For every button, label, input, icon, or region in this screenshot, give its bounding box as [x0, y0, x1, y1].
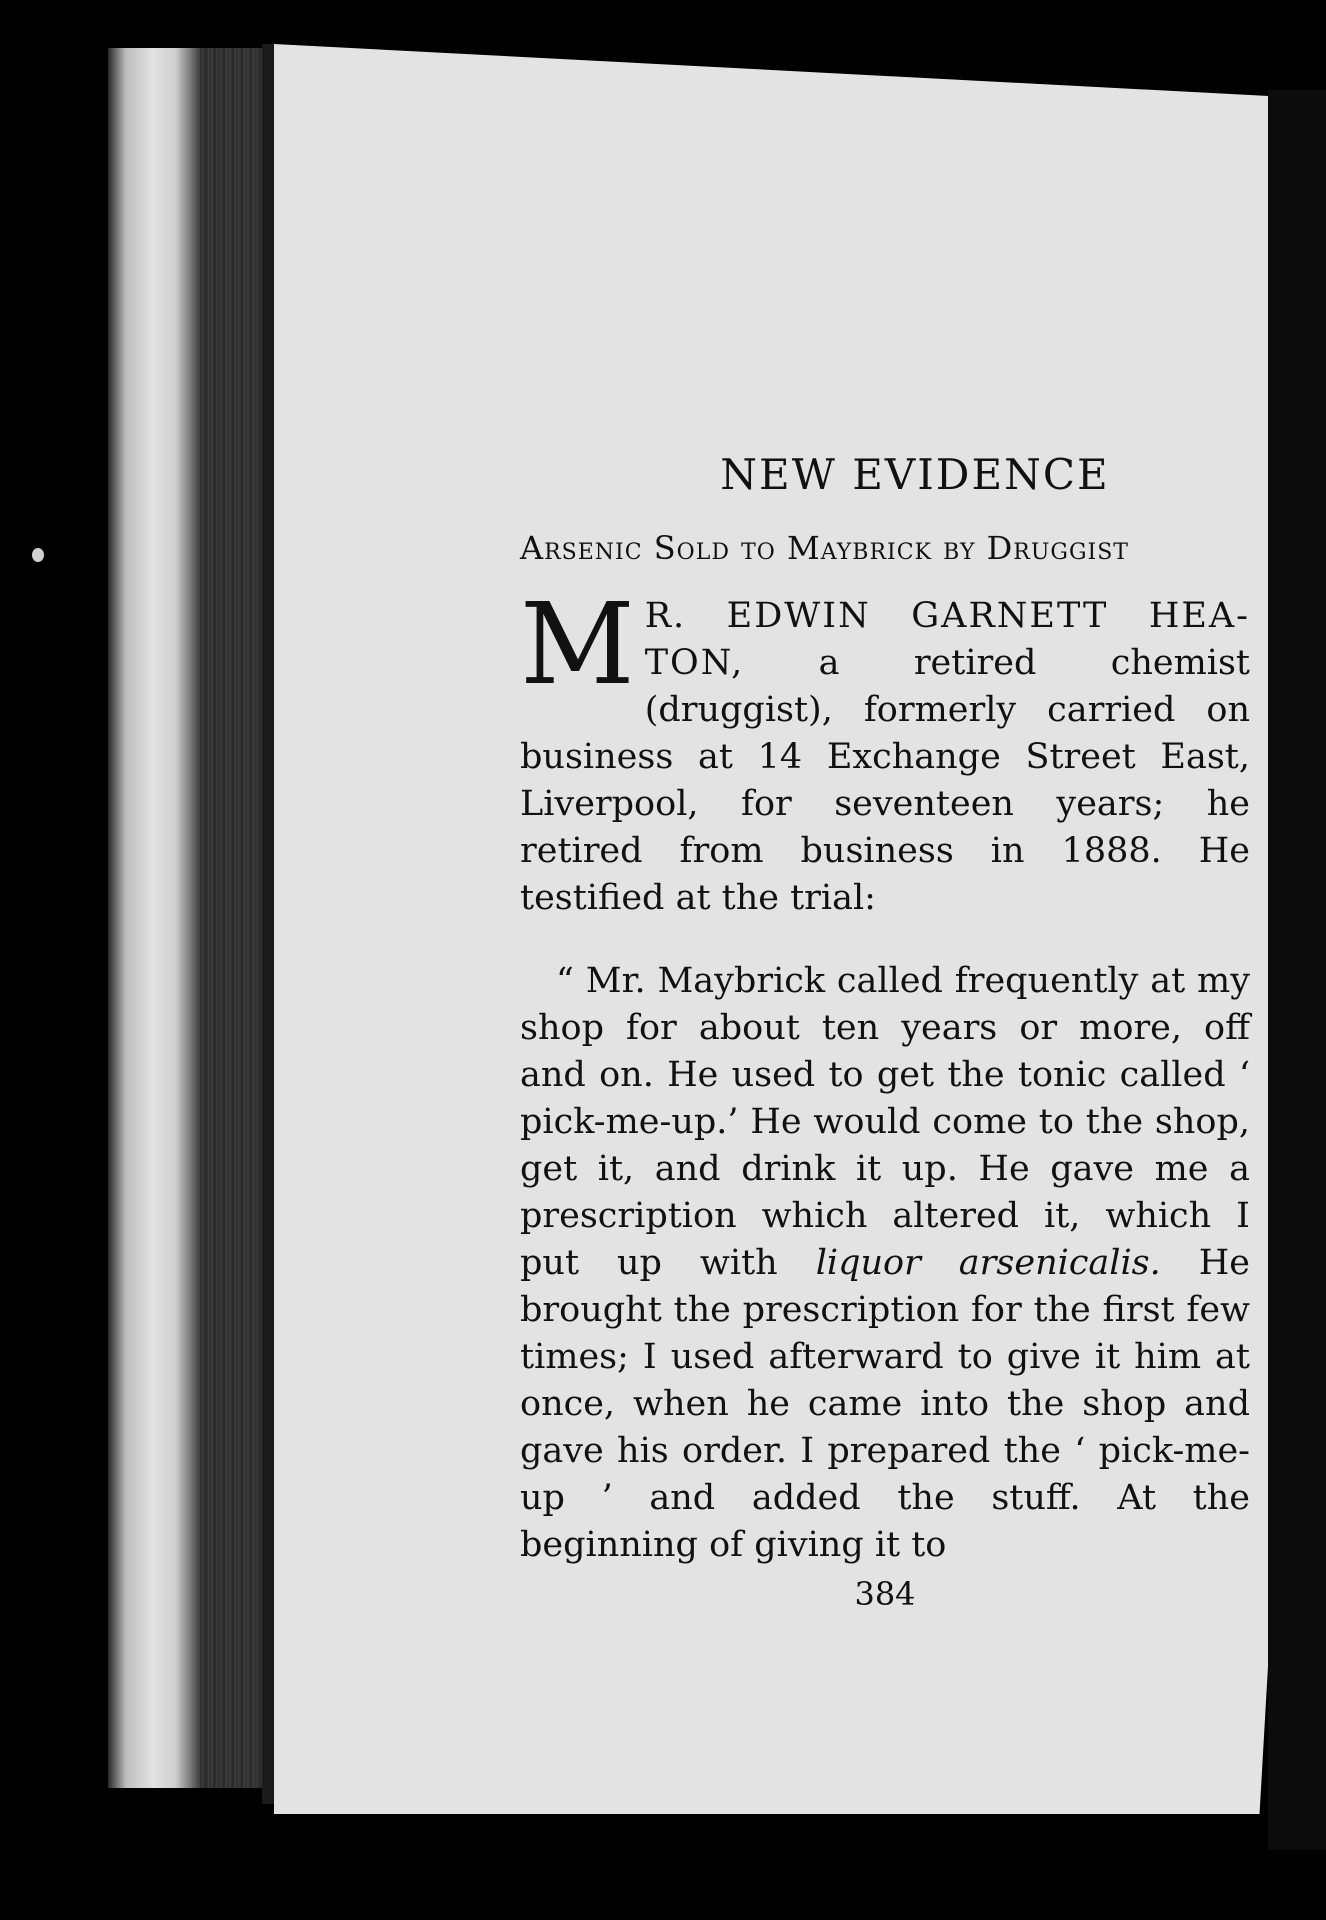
- page-number: 384: [854, 1575, 916, 1613]
- page-gutter-shadow: [262, 44, 274, 1804]
- page-right-shadow: [1268, 90, 1326, 1850]
- testimony-italic: liquor arsenicalis.: [815, 1243, 1161, 1283]
- section-subheading: Arsenic Sold to Maybrick by Druggist: [520, 529, 1129, 567]
- drop-cap: M: [520, 580, 635, 710]
- scan-speck: [32, 548, 44, 562]
- intro-lead: R. EDWIN GARNETT HEA-TON,: [644, 596, 1250, 683]
- chapter-heading: NEW EVIDENCE: [720, 450, 1110, 499]
- testimony-text-end: He brought the prescription for the first few times; I used afterward to give it him at once, when he came into the shop and gave his order. I prepared the ‘ pick-me-up ’ and added the stuff. At the beginning of giving it to: [520, 1243, 1250, 1565]
- page-text-block: [520, 450, 1250, 1613]
- testimony-text-start: “ Mr. Maybrick called frequently at my shop for about ten years or more, off and on. He used to get the tonic called ‘ pick-me-up.’ He would come to the shop, get it, and drink it up. He gave me a prescription which altered it, which I put up with: [520, 961, 1250, 1283]
- intro-paragraph: [520, 580, 1250, 922]
- intro-body: a retired chemist (druggist), formerly carried on business at 14 Exchange Street East, Liverpool, for seventeen years; he retired from business in 1888. He testified at the trial:: [520, 643, 1250, 918]
- testimony-paragraph: [520, 958, 1250, 1569]
